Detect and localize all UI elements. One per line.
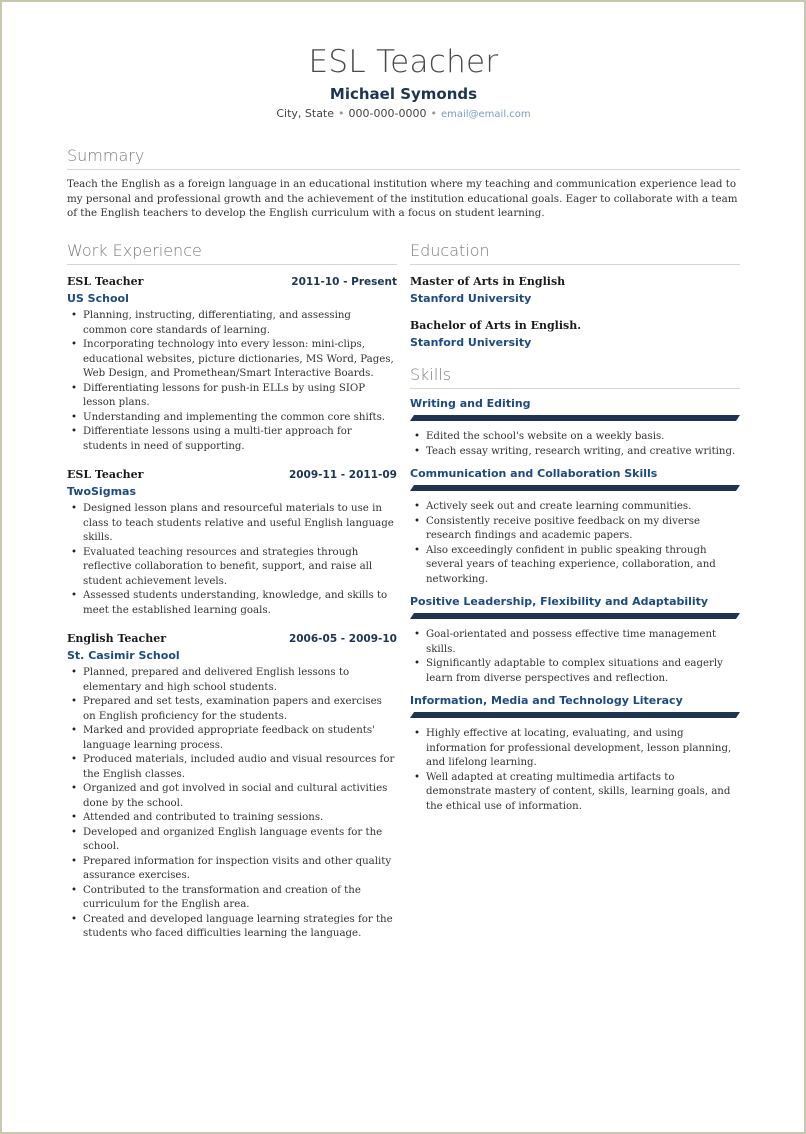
job-company: US School bbox=[67, 292, 129, 305]
bullet-item: • Marked and provided appropriate feedback on students' language learning process. bbox=[67, 724, 397, 753]
education-entry bbox=[410, 319, 740, 349]
bullet-item: • Incorporating technology into every lesson: mini-clips, educational websites, picture dictionaries, MS Word, Pages, Web Design, and Promethean/Smart Interactive Boards. bbox=[67, 338, 397, 382]
summary-text: Teach the English as a foreign language in an educational institution where my teaching and communication experience lead to my personal and professional growth and the achievement of the institution educational goals. Eager to collaborate with a team of the English teachers to develop the English curriculum with a focus on student learning. bbox=[67, 178, 738, 219]
bullet-item: • Teach essay writing, research writing, and creative writing. bbox=[410, 445, 740, 460]
skill-level-bar bbox=[410, 485, 740, 491]
skill-bullets bbox=[410, 628, 740, 686]
bullet-item: • Evaluated teaching resources and strategies through reflective collaboration to benefit, support, and raise all student achievement levels. bbox=[67, 546, 397, 590]
bullet-item: • Edited the school's website on a weekly basis. bbox=[410, 430, 740, 445]
work-experience-heading: Work Experience bbox=[67, 241, 397, 265]
bullet-item: • Differentiate lessons using a multi-tier approach for students in need of supporting. bbox=[67, 425, 397, 454]
bullet-item: • Designed lesson plans and resourceful materials to use in class to teach students relative and useful English language skills. bbox=[67, 502, 397, 546]
contact-line bbox=[67, 107, 740, 122]
skill-entry bbox=[410, 397, 740, 459]
contact-email[interactable]: email@email.com bbox=[440, 109, 531, 120]
skill-bullets bbox=[410, 500, 740, 587]
bullet-item: • Also exceedingly confident in public speaking through several years of teaching experience, collaboration, and networking. bbox=[410, 544, 740, 588]
education-degree: Bachelor of Arts in English. bbox=[410, 319, 582, 332]
contact-phone: 000-000-0000 bbox=[348, 107, 427, 120]
job-entry bbox=[67, 468, 397, 618]
education-entry bbox=[410, 275, 740, 305]
skill-name: Writing and Editing bbox=[410, 397, 531, 410]
bullet-item: • Understanding and implementing the common core shifts. bbox=[67, 411, 397, 426]
job-company: St. Casimir School bbox=[67, 649, 180, 662]
bullet-item: • Highly effective at locating, evaluating, and using information for professional development, lesson planning, and lifelong learning. bbox=[410, 727, 740, 771]
resume-title: ESL Teacher bbox=[308, 44, 499, 80]
summary-section bbox=[67, 146, 740, 221]
education-degree: Master of Arts in English bbox=[410, 275, 566, 288]
work-experience-section bbox=[67, 241, 397, 942]
bullet-item: • Prepared information for inspection visits and other quality assurance exercises. bbox=[67, 855, 397, 884]
skill-entry bbox=[410, 467, 740, 587]
job-entry bbox=[67, 275, 397, 454]
bullet-item: • Goal-orientated and possess effective time management skills. bbox=[410, 628, 740, 657]
job-title: English Teacher bbox=[67, 632, 166, 645]
bullet-item: • Prepared and set tests, examination papers and exercises on English proficiency for the students. bbox=[67, 695, 397, 724]
job-company: TwoSigmas bbox=[67, 485, 137, 498]
bullet-item: • Well adapted at creating multimedia artifacts to demonstrate mastery of content, skills, learning goals, and the ethical use of information. bbox=[410, 771, 740, 815]
right-column bbox=[410, 241, 740, 814]
skill-name: Positive Leadership, Flexibility and Adaptability bbox=[410, 595, 709, 608]
bullet-item: • Contributed to the transformation and creation of the curriculum for the English area. bbox=[67, 884, 397, 913]
education-section bbox=[410, 241, 740, 349]
resume-page bbox=[67, 0, 740, 1134]
skill-name: Information, Media and Technology Literacy bbox=[410, 694, 683, 707]
bullet-item: • Attended and contributed to training sessions. bbox=[67, 811, 397, 826]
candidate-name: Michael Symonds bbox=[329, 85, 478, 103]
bullet-item: • Actively seek out and create learning communities. bbox=[410, 500, 740, 515]
education-school: Stanford University bbox=[410, 336, 532, 349]
skill-level-bar bbox=[410, 712, 740, 718]
skills-section bbox=[410, 365, 740, 814]
job-entry bbox=[67, 632, 397, 942]
education-school: Stanford University bbox=[410, 292, 532, 305]
bullet-item: • Created and developed language learning strategies for the students who faced difficulties learning the language. bbox=[67, 913, 397, 942]
skill-level-bar bbox=[410, 415, 740, 421]
bullet-item: • Planning, instructing, differentiating, and assessing common core standards of learning. bbox=[67, 309, 397, 338]
bullet-item: • Assessed students understanding, knowledge, and skills to meet the established learning goals. bbox=[67, 589, 397, 618]
job-bullets bbox=[67, 666, 397, 942]
job-dates: 2006-05 - 2009-10 bbox=[288, 633, 397, 645]
bullet-item: • Organized and got involved in social and cultural activities done by the school. bbox=[67, 782, 397, 811]
skills-heading: Skills bbox=[410, 365, 740, 389]
job-title: ESL Teacher bbox=[67, 468, 144, 481]
job-dates: 2009-11 - 2011-09 bbox=[288, 469, 397, 481]
summary-heading: Summary bbox=[67, 146, 740, 170]
contact-city: City, State bbox=[276, 107, 335, 120]
skill-bullets bbox=[410, 727, 740, 814]
bullet-item: • Consistently receive positive feedback on my diverse research findings and academic papers. bbox=[410, 515, 740, 544]
bullet-item: • Produced materials, included audio and visual resources for the English classes. bbox=[67, 753, 397, 782]
skill-bullets bbox=[410, 430, 740, 459]
contact-separator: • bbox=[338, 107, 345, 120]
skill-entry bbox=[410, 595, 740, 686]
skill-level-bar bbox=[410, 613, 740, 619]
skill-entry bbox=[410, 694, 740, 814]
resume-header bbox=[67, 0, 740, 122]
contact-separator: • bbox=[430, 107, 437, 120]
education-heading: Education bbox=[410, 241, 740, 265]
bullet-item: • Significantly adaptable to complex situations and eagerly learn from diverse perspectives and reflection. bbox=[410, 657, 740, 686]
bullet-item: • Planned, prepared and delivered English lessons to elementary and high school students. bbox=[67, 666, 397, 695]
bullet-item: • Differentiating lessons for push-in ELLs by using SIOP lesson plans. bbox=[67, 382, 397, 411]
job-bullets bbox=[67, 309, 397, 454]
bullet-item: • Developed and organized English language events for the school. bbox=[67, 826, 397, 855]
job-bullets bbox=[67, 502, 397, 618]
job-dates: 2011-10 - Present bbox=[291, 276, 397, 288]
skill-name: Communication and Collaboration Skills bbox=[410, 467, 658, 480]
job-title: ESL Teacher bbox=[67, 275, 144, 288]
